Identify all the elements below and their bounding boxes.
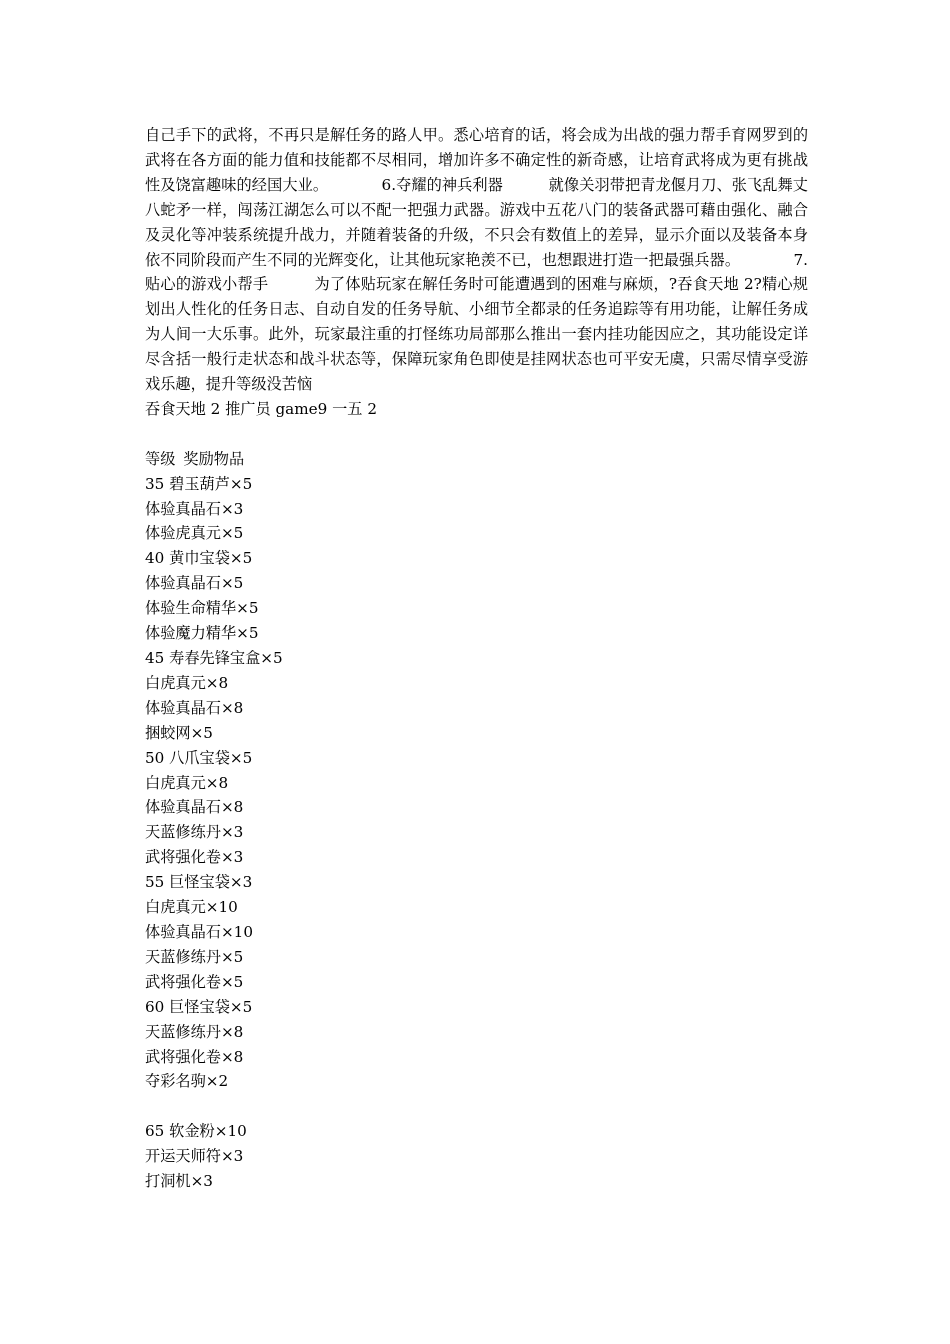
reward-table-header — [145, 447, 808, 472]
body-paragraph: 自己手下的武将，不再只是解任务的路人甲。悉心培育的话，将会成为出战的强力帮手育网罗到的武将在各方面的能力值和技能都不尽相同，增加许多不确定性的新奇感，让培育武将成为更有挑战性及饶富趣味的经国大业。 6.夺耀的神兵利器 就像关羽带把青龙偃月刀、张飞乱舞丈八蛇矛一样，闯荡江湖怎么可以不配一把强力武器。游戏中五花八门的装备武器可藉由强化、融合及灵化等冲装系统提升战力，并随着装备的升级，不只会有数值上的差异，显示介面以及装备本身依不同阶段而产生不同的光辉变化，让其他玩家艳羡不已，也想跟进打造一把最强兵器。 7.贴心的游戏小帮手 为了体贴玩家在解任务时可能遭遇到的困难与麻烦，?吞食天地 2?精心规划出人性化的任务日志、自动自发的任务导航、小细节全都录的任务追踪等有用功能，让解任务成为人间一大乐事。此外，玩家最注重的打怪练功局部那么推出一套内挂功能因应之，其功能设定详尽含括一般行走状态和战斗状态等，保障玩家角色即使是挂网状态也可平安无虞，只需尽情享受游戏乐趣，提升等级没苦恼 — [145, 126, 808, 394]
reward-line: 体验真晶石×3 — [145, 499, 244, 518]
reward-line: 体验真晶石×5 — [145, 574, 244, 593]
promo-line: 吞食天地 2 推广员 game9 一五 2 — [145, 399, 377, 418]
reward-line: 捆蛟网×5 — [145, 723, 213, 742]
reward-line: 白虎真元×8 — [145, 773, 229, 792]
reward-line: 武将强化卷×8 — [145, 1047, 244, 1066]
blank-line — [145, 422, 808, 447]
blank-line — [145, 1094, 808, 1119]
reward-line: 白虎真元×8 — [145, 673, 229, 692]
reward-line: 65 软金粉×10 — [145, 1122, 247, 1141]
reward-line: 开运天师符×3 — [145, 1147, 244, 1166]
reward-column-header: 奖励物品 — [183, 449, 245, 468]
reward-line: 50 八爪宝袋×5 — [145, 748, 253, 767]
reward-line: 武将强化卷×3 — [145, 848, 244, 867]
reward-line: 天蓝修练丹×3 — [145, 823, 244, 842]
reward-line: 体验虎真元×5 — [145, 524, 244, 543]
reward-line: 打洞机×3 — [145, 1172, 213, 1191]
document-page — [145, 123, 808, 1194]
level-column-header: 等级 — [145, 449, 176, 468]
reward-line: 天蓝修练丹×8 — [145, 1022, 244, 1041]
reward-line: 体验魔力精华×5 — [145, 624, 259, 643]
reward-line: 55 巨怪宝袋×3 — [145, 873, 253, 892]
reward-line: 45 寿春先锋宝盒×5 — [145, 649, 283, 668]
reward-line: 体验真晶石×10 — [145, 922, 253, 941]
reward-line: 体验真晶石×8 — [145, 698, 244, 717]
reward-line: 体验真晶石×8 — [145, 798, 244, 817]
reward-line: 夺彩名驹×2 — [145, 1072, 229, 1091]
reward-line: 体验生命精华×5 — [145, 599, 259, 618]
reward-line: 60 巨怪宝袋×5 — [145, 997, 253, 1016]
reward-line: 白虎真元×10 — [145, 898, 238, 917]
reward-line: 天蓝修练丹×5 — [145, 947, 244, 966]
reward-line: 40 黄巾宝袋×5 — [145, 549, 253, 568]
reward-line: 武将强化卷×5 — [145, 972, 244, 991]
reward-line: 35 碧玉葫芦×5 — [145, 474, 253, 493]
